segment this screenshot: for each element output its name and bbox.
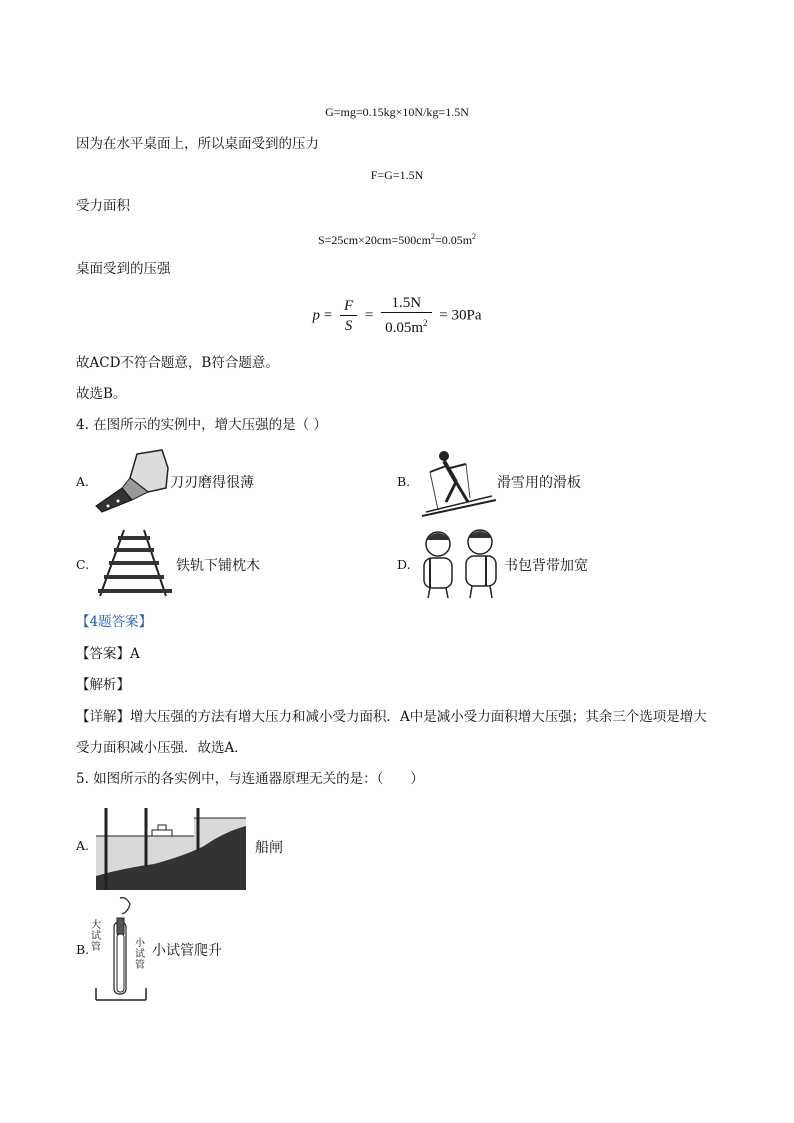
pressure-force-text: 因为在水平桌面上，所以桌面受到的压力 — [76, 136, 319, 152]
formula-f: F — [340, 297, 357, 316]
q5-option-a-text: 船闸 — [255, 840, 283, 856]
formula-eq: = — [323, 307, 333, 324]
q4-detail-line-2: 受力面积减小压强．故选A． — [76, 740, 248, 756]
conclusion-text: 故ACD不符合题意，B符合题意。 — [76, 355, 279, 371]
q5-option-b-text: 小试管爬升 — [152, 943, 222, 959]
force-formula: F=G=1.5N — [370, 168, 424, 182]
q4-answer-header: 【4题答案】 — [76, 614, 153, 630]
q4-option-d-text: 书包背带加宽 — [504, 558, 588, 574]
area-formula-mid: =0.05m — [434, 233, 473, 247]
q4-detail-line-1: 【详解】增大压强的方法有增大压力和减小受力面积．A中是减小受力面积增大压强；其余三个选项是增大 — [76, 709, 707, 725]
knife-image — [92, 448, 172, 514]
area-label: 受力面积 — [76, 198, 130, 214]
formula-den-sup: 2 — [423, 318, 428, 328]
area-formula — [0, 228, 794, 249]
q4-option-c-letter: C. — [76, 557, 90, 572]
area-sup-2: 2 — [472, 232, 477, 241]
formula-f-over-s — [340, 297, 357, 336]
q4-option-b-letter: B. — [397, 474, 411, 489]
q4-option-b-text: 滑雪用的滑板 — [497, 475, 581, 491]
area-sup: 2 — [430, 232, 435, 241]
choose-text: 故选B。 — [76, 386, 127, 402]
gravity-formula: G=mg=0.15kg×10N/kg=1.5N — [325, 105, 469, 119]
pressure-label: 桌面受到的压强 — [76, 261, 171, 277]
formula-eq-2: = — [364, 307, 374, 324]
q4-option-a-letter: A. — [76, 474, 90, 489]
formula-denominator — [381, 313, 431, 338]
area-formula-main: S=25cm×20cm=500cm — [317, 233, 431, 247]
q5-option-a-letter: A. — [76, 838, 90, 853]
formula-result: = 30Pa — [439, 307, 482, 324]
backpack-kids-image — [416, 526, 506, 600]
big-tube-label: 大试管 — [91, 920, 101, 953]
pressure-formula — [0, 294, 794, 338]
skier-image — [416, 446, 498, 518]
formula-p: p — [312, 307, 320, 324]
railway-image — [94, 528, 176, 598]
q4-option-c-text: 铁轨下铺枕木 — [176, 558, 260, 574]
formula-numerator: 1.5N — [381, 294, 431, 313]
small-tube-label: 小试管 — [135, 938, 145, 971]
q4-answer: 【答案】A — [76, 646, 140, 662]
formula-number-fraction — [381, 294, 431, 338]
formula-den-value: 0.05m — [385, 320, 424, 336]
ship-lock-image — [94, 806, 248, 892]
q5-option-b-letter: B. — [76, 942, 90, 957]
q5-stem: 5. 如图所示的各实例中，与连通器原理无关的是：（ ） — [76, 771, 424, 787]
q4-stem: 4. 在图所示的实例中，增大压强的是（ ） — [76, 417, 327, 433]
q4-option-d-letter: D. — [397, 557, 411, 572]
q4-option-a-text: 刀刃磨得很薄 — [170, 475, 254, 491]
q4-analysis-header: 【解析】 — [76, 677, 130, 693]
formula-s: S — [344, 317, 353, 334]
